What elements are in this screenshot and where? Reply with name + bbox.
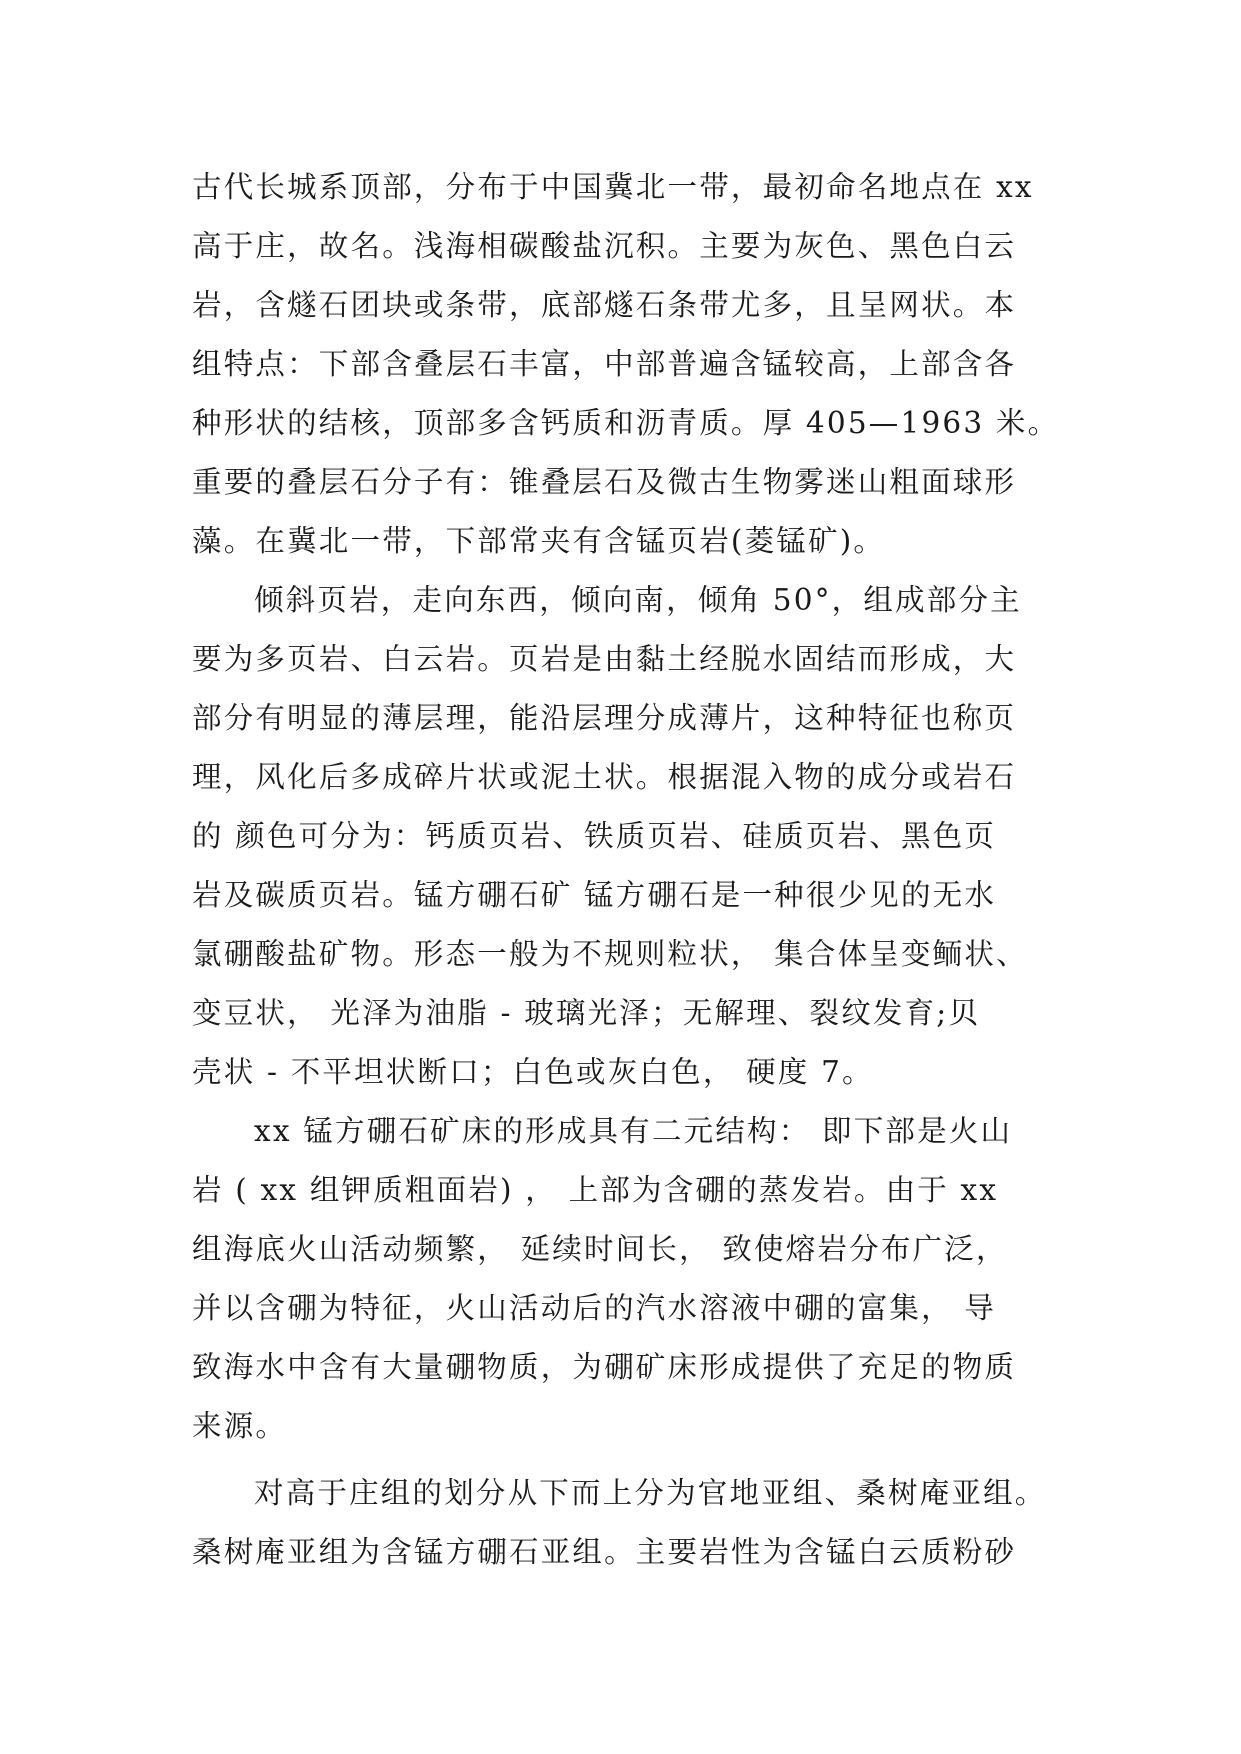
text-line: 氯硼酸盐矿物。形态一般为不规则粒状， 集合体呈变鲕状、: [192, 937, 1028, 971]
text-line: 岩及碳质页岩。锰方硼石矿 锰方硼石是一种很少见的无水: [192, 878, 997, 912]
text-line: xx 锰方硼石矿床的形成具有二元结构： 即下部是火山: [254, 1114, 1013, 1148]
text-line: 组海底火山活动频繁， 延续时间长， 致使熔岩分布广泛，: [192, 1232, 1008, 1266]
text-line: 理，风化后多成碎片状或泥土状。根据混入物的成分或岩石: [192, 760, 1017, 794]
text-line: 岩，含燧石团块或条带，底部燧石条带尤多，且呈网状。本: [192, 288, 1017, 322]
text-line: 高于庄，故名。浅海相碳酸盐沉积。主要为灰色、黑色白云: [192, 229, 1017, 263]
text-line: 要为多页岩、白云岩。页岩是由黏土经脱水固结而形成，大: [192, 642, 1017, 676]
text-line: 部分有明显的薄层理，能沿层理分成薄片，这种特征也称页: [192, 701, 1017, 735]
text-line: 倾斜页岩，走向东西，倾向南，倾角 50°，组成部分主: [254, 583, 1022, 617]
text-line: 桑树庵亚组为含锰方硼石亚组。主要岩性为含锰白云质粉砂: [192, 1535, 1017, 1569]
text-line: 藻。在冀北一带，下部常夹有含锰页岩(菱锰矿)。: [192, 524, 886, 558]
text-line: 的 颜色可分为：钙质页岩、铁质页岩、硅质页岩、黑色页: [192, 819, 997, 853]
text-line: 致海水中含有大量硼物质，为硼矿床形成提供了充足的物质: [192, 1350, 1017, 1384]
text-line: 重要的叠层石分子有：锥叠层石及微古生物雾迷山粗面球形: [192, 465, 1017, 499]
text-line: 岩 ( xx 组钾质粗面岩) ， 上部为含硼的蒸发岩。由于 xx: [192, 1173, 999, 1207]
text-line: 对高于庄组的划分从下而上分为官地亚组、桑树庵亚组。: [254, 1476, 1047, 1510]
text-line: 古代长城系顶部，分布于中国冀北一带，最初命名地点在 xx: [192, 170, 1034, 204]
text-line: 种形状的结核，顶部多含钙质和沥青质。厚 405—1963 米。: [192, 406, 1060, 440]
text-line: 组特点：下部含叠层石丰富，中部普遍含锰较高，上部含各: [192, 347, 1017, 381]
text-line: 并以含硼为特征，火山活动后的汽水溶液中硼的富集， 导: [192, 1291, 997, 1325]
text-line: 来源。: [192, 1409, 288, 1443]
text-line: 壳状 - 不平坦状断口；白色或灰白色， 硬度 7。: [192, 1055, 874, 1089]
text-line: 变豆状， 光泽为油脂 - 玻璃光泽；无解理、裂纹发育;贝: [192, 996, 981, 1030]
body-text: [192, 158, 1060, 1582]
paragraph-gap: [192, 1456, 1052, 1464]
